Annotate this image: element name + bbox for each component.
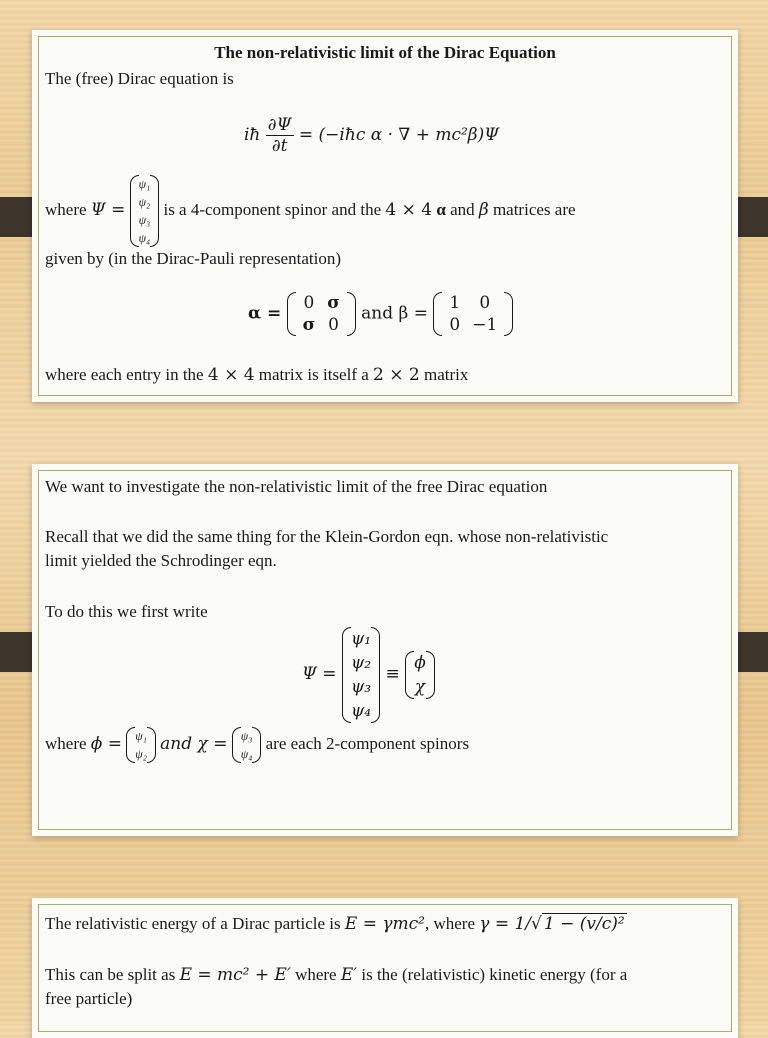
slide-3-line-3: free particle)	[45, 989, 133, 1008]
alpha-beta-matrices: α = 0 σ σ 0 and β = 1 0 0 −1	[248, 292, 513, 336]
slide-2-line-1: We want to investigate the non-relativistic limit of the free Dirac equation	[45, 477, 548, 496]
alpha-matrix: 0 σ σ 0	[287, 292, 356, 336]
slide-2-line-2: Recall that we did the same thing for the Klein-Gordon eqn. whose non-relativistic	[45, 527, 609, 546]
slide-3	[32, 898, 738, 1038]
slide-1-intro: The (free) Dirac equation is	[45, 69, 234, 88]
given-by-line: given by (in the Dirac-Pauli representation)	[45, 249, 341, 268]
phi-chi-vector: ϕ χ	[405, 651, 435, 699]
beta-matrix: 1 0 0 −1	[433, 292, 513, 336]
slide-3-line-2: This can be split as E = mc² + E′ where E′ is the (relativistic) kinetic energy (for a	[45, 965, 628, 985]
phi-vector: ψ₁ ψ₂	[126, 727, 156, 763]
chi-vector: ψ₃ ψ₄	[232, 727, 262, 763]
dirac-equation: iħ $\frac{\partial\Psi}{\partial t}$ = (−iħc α · ∇ + mc²β)Ψ	[244, 115, 500, 156]
psi-spinor-vector: ψ₁ ψ₂ ψ₃ ψ₄	[130, 175, 160, 247]
slide-3-line-1: The relativistic energy of a Dirac particle is E = γmc², where γ = 1/√ 1 − (v/c)²	[45, 914, 625, 934]
slide-1	[32, 30, 738, 402]
psi-four-vector: ψ₁ ψ₂ ψ₃ ψ₄	[342, 627, 380, 723]
entry-line: where each entry in the 4 × 4 matrix is itself a 2 × 2 matrix	[45, 365, 469, 385]
slide-2	[32, 464, 738, 836]
slide-2-line-4: To do this we first write	[45, 602, 208, 621]
slide-1-title: The non-relativistic limit of the Dirac Equation	[214, 43, 556, 62]
phi-chi-definition-line: where ϕ = ψ₁ ψ₂ and χ = ψ₃ ψ₄ are each 2-component spinors	[45, 729, 470, 762]
slide-2-line-3: limit yielded the Schrodinger eqn.	[45, 551, 277, 570]
psi-split-equation: Ψ = ψ₁ ψ₂ ψ₃ ψ₄ ≡ ϕ χ	[302, 624, 435, 724]
where-psi-line: where Ψ = ψ₁ ψ₂ ψ₃ ψ₄ is a 4-component spinor and the 4 × 4 α and β matrices are	[45, 177, 576, 246]
